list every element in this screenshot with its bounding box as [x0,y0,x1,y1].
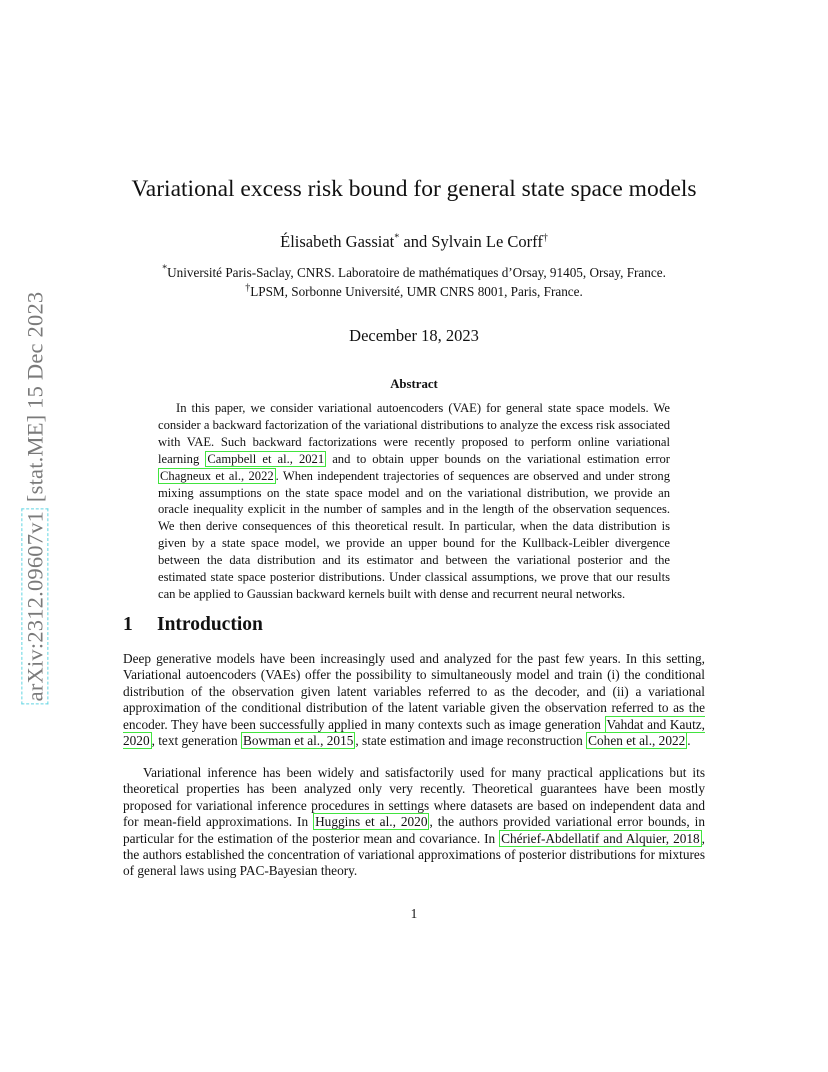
arxiv-stamp [15,248,55,748]
paragraph-segment: , the authors established the concentration of variational approximations of posterior distributions for mixtures of general laws using PAC-Bayesian theory. [123,830,705,879]
arxiv-stamp-text [22,292,48,705]
citation-link[interactable]: Huggins et al., 2020 [315,814,428,830]
paragraph-segment: Variational inference has been widely and satisfactorily used for many practical applications but its theoretical properties has been analyzed only very recently. Theoretical guarantees have been mostly proposed for variational inference procedures in settings where datasets are based on independent data and for mean-field approximations. In [123,765,705,830]
paper-title: Variational excess risk bound for general state space models [131,176,697,202]
citation-link[interactable]: Campbell et al., 2021 [207,451,325,466]
affiliation-2-mark: † [245,282,251,294]
abstract-text [158,400,670,603]
author-first: Élisabeth Gassiat [280,232,395,251]
author-list [0,232,828,252]
affiliation-1-mark: * [162,263,168,275]
citation-link[interactable]: Cohen et al., 2022 [588,733,686,749]
section-title: Introduction [157,614,263,635]
affiliation-1-text: Université Paris-Saclay, CNRS. Laboratoire de mathématiques d’Orsay, 91405, Orsay, France. [167,265,666,280]
page-number: 1 [410,906,418,921]
section-heading-introduction [123,614,263,636]
abstract-segment: and to obtain upper bounds on the variational estimation error [326,451,671,466]
paragraph-segment: , the authors provided variational error bounds, in particular for the estimation of the posterior mean and covariance. In [123,814,705,846]
abstract-segment: In this paper, we consider variational autoencoders (VAE) for general state space models. We consider a backward factorization of the variational distributions to analyze the excess risk associated with VAE. Such backward factorizations were recently proposed to perform online variational learning [158,401,670,466]
citation-link[interactable]: Bowman et al., 2015 [242,733,354,749]
abstract-heading: Abstract [390,377,438,391]
affiliation-2-text: LPSM, Sorbonne Université, UMR CNRS 8001, Paris, France. [250,284,583,299]
author-second: Sylvain Le Corff [431,232,543,251]
arxiv-date: 15 Dec 2023 [22,291,47,409]
paragraph-segment: , text generation [151,733,241,749]
intro-paragraph-1 [123,651,705,749]
citation-link[interactable]: Vahdat and Kautz, 2020 [123,716,706,749]
paragraph-segment: , state estimation and image reconstruction [355,733,587,749]
paragraph-segment: Deep generative models have been increasingly used and analyzed for the past few years. In this setting, Variational autoencoders (VAEs) offer the possibility to simultaneously model and train (i) the conditional distribution of the observation given latent variables referred to as the decoder, and (ii) a variational approximation of the conditional distribution of the latent variable given the observation referred to as the encoder. They have been successfully applied in many contexts such as image generation [123,651,705,732]
arxiv-id-link[interactable]: arXiv:2312.09607v1 [21,508,48,704]
author-second-mark: † [542,232,548,244]
paragraph-segment: . [687,733,691,749]
author-conjunction: and [403,232,428,251]
abstract-segment: . When independent trajectories of sequences are observed and under strong mixing assumptions on the state space model and on the variational distribution, we provide an oracle inequality explicit in the number of samples and in the length of the observation sequences. We then derive consequences of this theoretical result. In particular, when the data distribution is given by a state space model, we provide an upper bound for the Kullback-Leibler divergence between the data distribution and its estimator and between the variational posterior and the estimated state space posterior distributions. Under classical assumptions, we prove that our results can be applied to Gaussian backward kernels built with dense and recurrent neural networks. [158,468,671,601]
citation-link[interactable]: Chérief-Abdellatif and Alquier, 2018 [501,830,700,846]
section-number: 1 [123,614,133,635]
author-first-mark: * [394,232,400,244]
affiliation-1 [0,265,828,281]
paper-date: December 18, 2023 [349,326,479,345]
arxiv-category: [stat.ME] [22,414,47,503]
intro-paragraph-2 [123,765,705,880]
affiliation-2 [0,284,828,300]
citation-link[interactable]: Chagneux et al., 2022 [160,468,274,483]
